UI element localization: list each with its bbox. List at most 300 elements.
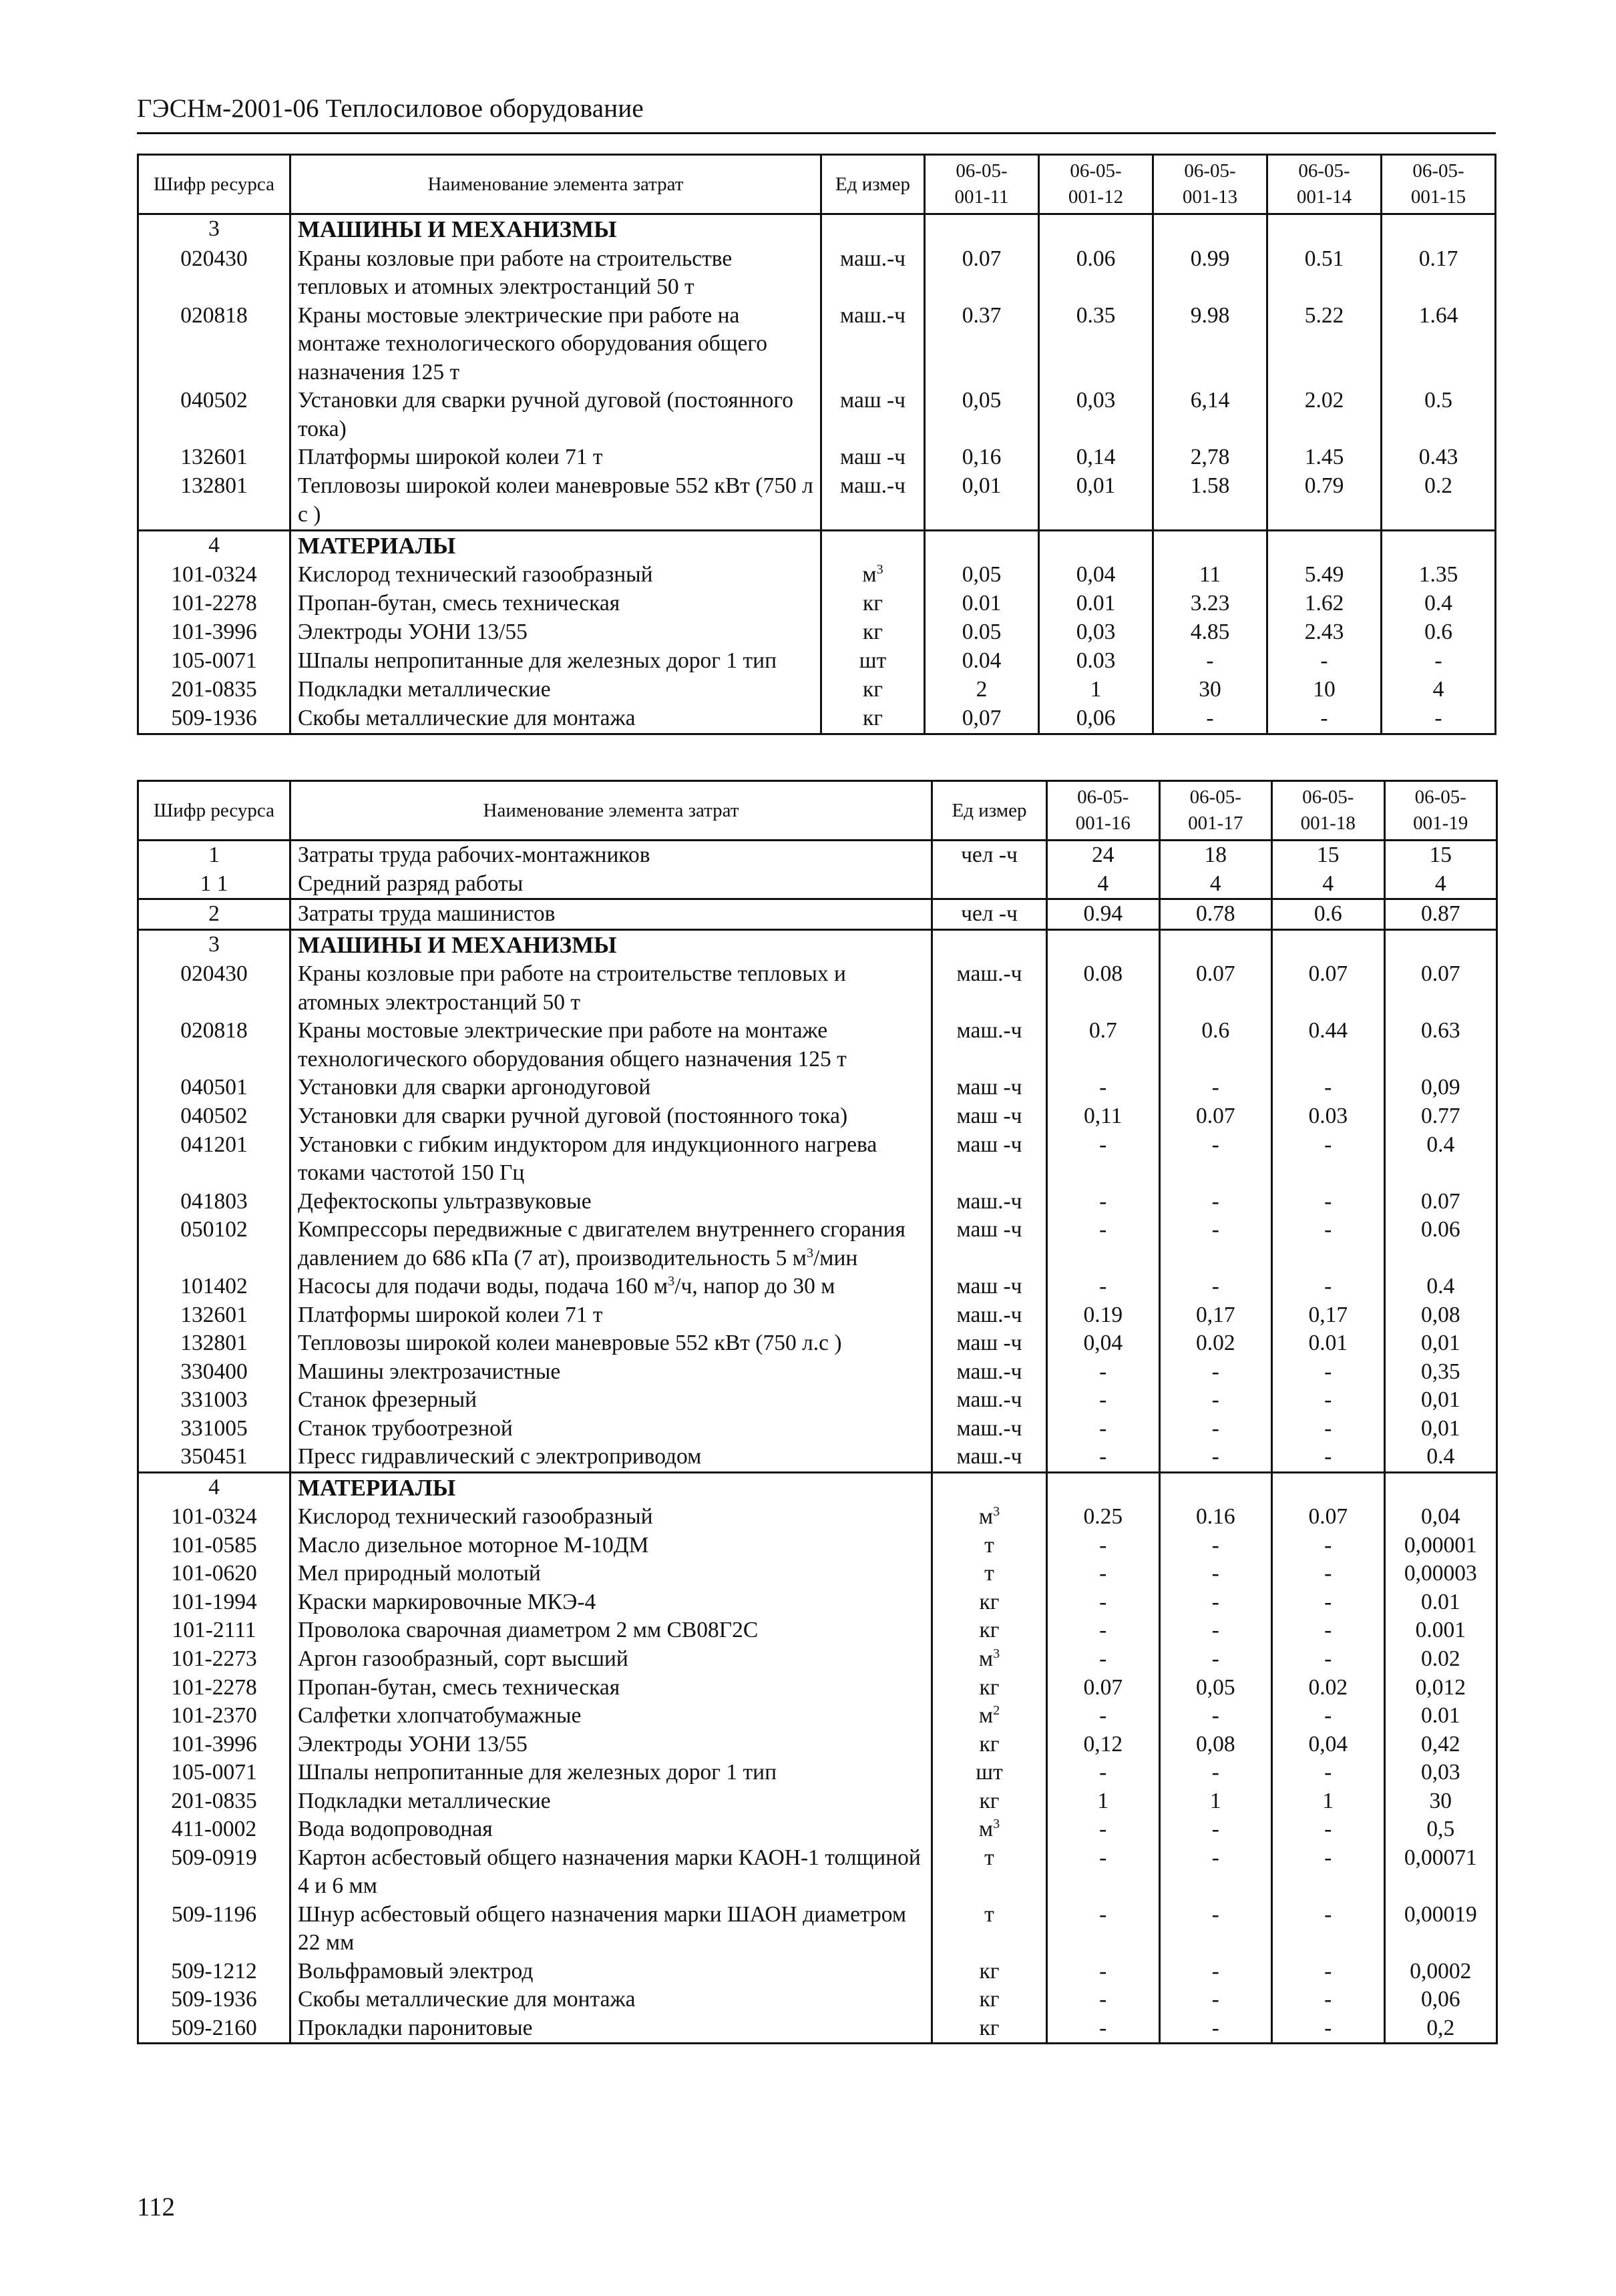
unit-cell: маш.-ч [932, 1358, 1047, 1387]
norm-value-cell: 4 [1047, 870, 1160, 899]
table-row [138, 1532, 1497, 1560]
norm-value-cell [925, 214, 1039, 245]
norm-value-cell [925, 530, 1039, 561]
resource-code-cell: 331003 [138, 1386, 290, 1415]
table-row [138, 443, 1496, 472]
norm-value-cell: 0.4 [1384, 1273, 1497, 1301]
cost-element-name-cell: Платформы широкой колеи 71 т [290, 443, 821, 472]
table-row [138, 2014, 1497, 2044]
table-row [138, 1702, 1497, 1731]
unit-cell: кг [932, 1674, 1047, 1702]
header-norm-col: 06-05- 001-19 [1384, 781, 1497, 841]
unit-cell: кг [932, 1616, 1047, 1645]
header-norm-col: 06-05- 001-12 [1039, 155, 1153, 214]
norm-value-cell: - [1159, 1188, 1272, 1216]
header-unit: Ед измер [932, 781, 1047, 841]
norm-value-cell: - [1272, 1443, 1385, 1472]
resource-code-cell: 132801 [138, 1329, 290, 1358]
resource-code-cell: 040501 [138, 1074, 290, 1102]
norm-value-cell: - [1047, 1986, 1160, 2014]
resource-code-cell: 050102 [138, 1216, 290, 1273]
table-row [138, 302, 1496, 387]
resource-code-cell: 101-3996 [138, 618, 290, 647]
table-row [138, 1560, 1497, 1588]
norm-value-cell: - [1272, 1844, 1385, 1901]
norm-value-cell: 15 [1384, 841, 1497, 870]
header-name: Наименование элемента затрат [290, 155, 821, 214]
norm-value-cell: 24 [1047, 841, 1160, 870]
unit-cell: маш.-ч [932, 960, 1047, 1017]
norm-value-cell: 0,12 [1047, 1731, 1160, 1759]
table-row [138, 1986, 1497, 2014]
norm-value-cell: - [1159, 1645, 1272, 1674]
norm-value-cell: 0,012 [1384, 1674, 1497, 1702]
unit-cell: маш.-ч [932, 1017, 1047, 1074]
norm-value-cell: - [1047, 1702, 1160, 1731]
header-divider [137, 132, 1496, 134]
norm-value-cell: 0,00001 [1384, 1532, 1497, 1560]
norm-value-cell: 18 [1159, 841, 1272, 870]
unit-cell: маш.-ч [821, 472, 925, 530]
table-row [138, 1386, 1497, 1415]
norm-value-cell: - [1047, 1273, 1160, 1301]
norm-value-cell: 0.07 [1047, 1674, 1160, 1702]
cost-element-name-cell: Установки с гибким индуктором для индукционного нагрева токами частотой 150 Гц [290, 1131, 932, 1188]
unit-cell: маш.-ч [821, 245, 925, 302]
norm-value-cell: - [1047, 1588, 1160, 1617]
cost-element-name-cell: Прокладки паронитовые [290, 2014, 932, 2044]
unit-cell: маш.-ч [932, 1415, 1047, 1443]
unit-cell: кг [932, 1588, 1047, 1617]
norm-value-cell: 0,17 [1159, 1301, 1272, 1330]
norm-value-cell: - [1272, 1532, 1385, 1560]
norm-value-cell: - [1272, 1958, 1385, 1986]
norm-value-cell: - [1159, 1901, 1272, 1958]
cost-element-name-cell: Подкладки металлические [290, 1787, 932, 1816]
norm-value-cell: 0,00019 [1384, 1901, 1497, 1958]
table-row [138, 1958, 1497, 1986]
resource-code-cell: 509-1936 [138, 1986, 290, 2014]
norm-value-cell: - [1267, 704, 1382, 734]
norm-value-cell: 0,07 [925, 704, 1039, 734]
unit-cell: чел -ч [932, 841, 1047, 870]
norm-value-cell: 0.87 [1384, 899, 1497, 930]
norm-value-cell: - [1047, 1560, 1160, 1588]
norm-value-cell: 1.45 [1267, 443, 1382, 472]
cost-element-name-cell: МАШИНЫ И МЕХАНИЗМЫ [290, 214, 821, 245]
table-row [138, 1443, 1497, 1472]
norm-value-cell: 0.2 [1382, 472, 1496, 530]
header-norm-col: 06-05- 001-16 [1047, 781, 1160, 841]
norm-value-cell: 0,03 [1384, 1759, 1497, 1787]
unit-cell [821, 214, 925, 245]
norm-value-cell: 0,04 [1047, 1329, 1160, 1358]
unit-cell: маш.-ч [932, 1443, 1047, 1472]
norm-value-cell: - [1159, 1986, 1272, 2014]
cost-element-name-cell: Подкладки металлические [290, 676, 821, 704]
norm-value-cell: 0.16 [1159, 1503, 1272, 1532]
resource-code-cell: 041201 [138, 1131, 290, 1188]
resource-code-cell: 3 [138, 214, 290, 245]
norm-value-cell: - [1272, 1131, 1385, 1188]
unit-cell: шт [821, 647, 925, 676]
cost-element-name-cell: Мел природный молотый [290, 1560, 932, 1588]
cost-element-name-cell: Проволока сварочная диаметром 2 мм СВ08Г2С [290, 1616, 932, 1645]
unit-cell: т [932, 1560, 1047, 1588]
table-row [138, 1901, 1497, 1958]
resource-code-cell: 101-2278 [138, 1674, 290, 1702]
norm-value-cell: 0,0002 [1384, 1958, 1497, 1986]
cost-element-name-cell: Тепловозы широкой колеи маневровые 552 кВт (750 л с ) [290, 472, 821, 530]
unit-cell: т [932, 1532, 1047, 1560]
cost-element-name-cell: Кислород технический газообразный [290, 1503, 932, 1532]
norm-value-cell: - [1159, 1131, 1272, 1188]
resource-code-cell: 040502 [138, 1102, 290, 1131]
norm-value-cell: - [1159, 1216, 1272, 1273]
norm-value-cell: 3.23 [1153, 590, 1267, 618]
resource-code-cell: 509-1196 [138, 1901, 290, 1958]
norm-value-cell: 0,05 [925, 561, 1039, 590]
norm-value-cell: 0.7 [1047, 1017, 1160, 1074]
cost-element-name-cell: Картон асбестовый общего назначения марки КАОН-1 толщиной 4 и 6 мм [290, 1844, 932, 1901]
norm-value-cell: - [1047, 1131, 1160, 1188]
norm-value-cell: 0,2 [1384, 2014, 1497, 2044]
norm-value-cell: 0,01 [1039, 472, 1153, 530]
norm-value-cell: 0.78 [1159, 899, 1272, 930]
norm-value-cell: 0.01 [1384, 1702, 1497, 1731]
resource-code-cell: 041803 [138, 1188, 290, 1216]
table-row [138, 870, 1497, 899]
cost-element-name-cell: Пропан-бутан, смесь техническая [290, 1674, 932, 1702]
cost-element-name-cell: Краски маркировочные МКЭ-4 [290, 1588, 932, 1617]
unit-cell: кг [821, 618, 925, 647]
norm-value-cell: - [1159, 1532, 1272, 1560]
norm-value-cell: 0.37 [925, 302, 1039, 387]
unit-cell [932, 1472, 1047, 1503]
cost-element-name-cell: Аргон газообразный, сорт высший [290, 1645, 932, 1674]
norm-value-cell [1159, 1472, 1272, 1503]
unit-cell: $м^3$ [932, 1645, 1047, 1674]
unit-cell: маш -ч [932, 1102, 1047, 1131]
unit-cell: кг [821, 676, 925, 704]
norm-value-cell: - [1047, 1386, 1160, 1415]
norm-value-cell: 0.51 [1267, 245, 1382, 302]
norm-value-cell: 5.22 [1267, 302, 1382, 387]
norm-value-cell: 0.77 [1384, 1102, 1497, 1131]
norm-value-cell: 0,00003 [1384, 1560, 1497, 1588]
table-row [138, 1074, 1497, 1102]
page-header-title: ГЭСНм-2001-06 Теплосиловое оборудование [137, 94, 644, 123]
norm-value-cell: 0.25 [1047, 1503, 1160, 1532]
norm-value-cell: 0,08 [1384, 1301, 1497, 1330]
norm-value-cell: 0.06 [1039, 245, 1153, 302]
norm-value-cell: 4.85 [1153, 618, 1267, 647]
table-row [138, 1815, 1497, 1844]
table-row [138, 618, 1496, 647]
cost-element-name-cell: Пресс гидравлический с электроприводом [290, 1443, 932, 1472]
norm-value-cell: 0.02 [1384, 1645, 1497, 1674]
norm-value-cell: 2,78 [1153, 443, 1267, 472]
resource-code-cell: 509-0919 [138, 1844, 290, 1901]
norm-value-cell [1153, 214, 1267, 245]
resource-code-cell: 101-2370 [138, 1702, 290, 1731]
norm-value-cell: 0.01 [925, 590, 1039, 618]
table-row [138, 899, 1497, 930]
norm-value-cell: 0.63 [1384, 1017, 1497, 1074]
table-row [138, 245, 1496, 302]
norm-value-cell: 0.4 [1382, 590, 1496, 618]
cost-element-name-cell: Шнур асбестовый общего назначения марки ШАОН диаметром 22 мм [290, 1901, 932, 1958]
table-row [138, 1131, 1497, 1188]
norm-value-cell: 0.07 [925, 245, 1039, 302]
norm-value-cell: 0,00071 [1384, 1844, 1497, 1901]
unit-cell: $м^3$ [821, 561, 925, 590]
resource-code-cell: 132601 [138, 443, 290, 472]
norm-value-cell: - [1047, 1759, 1160, 1787]
cost-element-name-cell: Кислород технический газообразный [290, 561, 821, 590]
norm-value-cell: - [1047, 2014, 1160, 2044]
norm-value-cell: 5.49 [1267, 561, 1382, 590]
unit-cell: маш -ч [821, 387, 925, 443]
cost-element-name-cell: Затраты труда рабочих-монтажников [290, 841, 932, 870]
norm-value-cell: - [1272, 2014, 1385, 2044]
norm-value-cell: 0,42 [1384, 1731, 1497, 1759]
unit-cell: маш.-ч [821, 302, 925, 387]
norm-value-cell [1272, 929, 1385, 960]
norm-value-cell: - [1272, 1616, 1385, 1645]
norm-value-cell: 0,01 [925, 472, 1039, 530]
norm-value-cell: - [1159, 1386, 1272, 1415]
norm-value-cell: - [1382, 647, 1496, 676]
unit-cell: кг [932, 1958, 1047, 1986]
norm-value-cell: - [1047, 1188, 1160, 1216]
norm-value-cell: - [1159, 1702, 1272, 1731]
table-row [138, 676, 1496, 704]
norm-value-cell: 0,04 [1384, 1503, 1497, 1532]
cost-element-name-cell: Установки для сварки ручной дуговой (постоянного тока) [290, 1102, 932, 1131]
cost-element-name-cell: Машины электрозачистные [290, 1358, 932, 1387]
norm-value-cell [1384, 929, 1497, 960]
norm-value-cell: 1 [1039, 676, 1153, 704]
cost-element-name-cell: Краны мостовые электрические при работе на монтаже технологического оборудования общего назначения 125 т [290, 302, 821, 387]
norm-value-cell: 30 [1384, 1787, 1497, 1816]
unit-cell: кг [932, 2014, 1047, 2044]
cost-element-name-cell: Шпалы непропитанные для железных дорог 1 тип [290, 1759, 932, 1787]
norm-value-cell: 0.43 [1382, 443, 1496, 472]
norm-value-cell: - [1272, 1702, 1385, 1731]
norm-value-cell: - [1272, 1386, 1385, 1415]
norm-value-cell [1153, 530, 1267, 561]
norm-value-cell [1159, 929, 1272, 960]
resource-code-cell: 509-2160 [138, 2014, 290, 2044]
norm-value-cell: 0.5 [1382, 387, 1496, 443]
table-row [138, 841, 1497, 870]
resource-code-cell: 101-2111 [138, 1616, 290, 1645]
norm-value-cell: 4 [1272, 870, 1385, 899]
table-row [138, 704, 1496, 734]
norm-value-cell: 0,16 [925, 443, 1039, 472]
resource-code-cell: 350451 [138, 1443, 290, 1472]
norm-value-cell: 0,17 [1272, 1301, 1385, 1330]
norm-value-cell: - [1047, 1645, 1160, 1674]
table-row [138, 1588, 1497, 1617]
section-row [138, 1472, 1497, 1503]
unit-cell: маш.-ч [932, 1188, 1047, 1216]
unit-cell: $м^3$ [932, 1503, 1047, 1532]
table-row [138, 590, 1496, 618]
cost-element-name-cell: Масло дизельное моторное М-10ДМ [290, 1532, 932, 1560]
resource-code-cell: 101-2273 [138, 1645, 290, 1674]
norm-value-cell: 1.35 [1382, 561, 1496, 590]
table-row [138, 1674, 1497, 1702]
norm-value-cell: - [1159, 1844, 1272, 1901]
norm-value-cell [1267, 530, 1382, 561]
table-row [138, 1188, 1497, 1216]
norm-value-cell: - [1272, 1560, 1385, 1588]
resource-code-cell: 1 [138, 841, 290, 870]
resource-code-cell: 2 [138, 899, 290, 930]
resource-table-1 [137, 154, 1496, 735]
norm-value-cell: - [1047, 1815, 1160, 1844]
unit-cell [821, 530, 925, 561]
resource-code-cell: 101-0620 [138, 1560, 290, 1588]
norm-value-cell: 0,03 [1039, 387, 1153, 443]
norm-value-cell: - [1272, 1273, 1385, 1301]
cost-element-name-cell: Шпалы непропитанные для железных дорог 1 тип [290, 647, 821, 676]
cost-element-name-cell: Вольфрамовый электрод [290, 1958, 932, 1986]
norm-value-cell: - [1159, 1588, 1272, 1617]
norm-value-cell: 0.01 [1272, 1329, 1385, 1358]
unit-cell: кг [932, 1787, 1047, 1816]
cost-element-name-cell: МАШИНЫ И МЕХАНИЗМЫ [290, 929, 932, 960]
norm-value-cell: 0,5 [1384, 1815, 1497, 1844]
norm-value-cell: 0.6 [1159, 1017, 1272, 1074]
resource-code-cell: 101-1994 [138, 1588, 290, 1617]
norm-value-cell: - [1047, 1358, 1160, 1387]
norm-value-cell: 6,14 [1153, 387, 1267, 443]
norm-value-cell: 0,03 [1039, 618, 1153, 647]
norm-value-cell: - [1159, 2014, 1272, 2044]
header-unit: Ед измер [821, 155, 925, 214]
table-row [138, 1759, 1497, 1787]
norm-value-cell: - [1047, 1216, 1160, 1273]
norm-value-cell: - [1153, 704, 1267, 734]
norm-value-cell: - [1272, 1815, 1385, 1844]
cost-element-name-cell: Установки для сварки ручной дуговой (постоянного тока) [290, 387, 821, 443]
norm-value-cell: 4 [1384, 870, 1497, 899]
norm-value-cell: 1 [1047, 1787, 1160, 1816]
norm-value-cell [1047, 1472, 1160, 1503]
norm-value-cell: 2.02 [1267, 387, 1382, 443]
resource-code-cell: 132801 [138, 472, 290, 530]
cost-element-name-cell: Тепловозы широкой колеи маневровые 552 кВт (750 л.с ) [290, 1329, 932, 1358]
norm-value-cell: 0.06 [1384, 1216, 1497, 1273]
norm-value-cell: - [1047, 1415, 1160, 1443]
table-row [138, 1844, 1497, 1901]
resource-code-cell: 101-0324 [138, 1503, 290, 1532]
norm-value-cell: - [1272, 1986, 1385, 2014]
resource-code-cell: 101-3996 [138, 1731, 290, 1759]
norm-value-cell: 0.44 [1272, 1017, 1385, 1074]
norm-value-cell: - [1159, 1358, 1272, 1387]
table-row [138, 647, 1496, 676]
norm-value-cell: 0,08 [1159, 1731, 1272, 1759]
norm-value-cell: 1.62 [1267, 590, 1382, 618]
page-number: 112 [137, 2193, 176, 2221]
norm-value-cell: 0,01 [1384, 1386, 1497, 1415]
cost-element-name-cell: Установки для сварки аргонодуговой [290, 1074, 932, 1102]
unit-cell: т [932, 1844, 1047, 1901]
norm-value-cell [1039, 214, 1153, 245]
norm-value-cell: 1.64 [1382, 302, 1496, 387]
norm-value-cell: 0,09 [1384, 1074, 1497, 1102]
header-name: Наименование элемента затрат [290, 781, 932, 841]
norm-value-cell: - [1382, 704, 1496, 734]
table-row [138, 1645, 1497, 1674]
resource-code-cell: 3 [138, 929, 290, 960]
norm-value-cell: 0.02 [1159, 1329, 1272, 1358]
cost-element-name-cell: Краны козловые при работе на строительстве тепловых и атомных электростанций 50 т [290, 245, 821, 302]
norm-value-cell: - [1159, 1273, 1272, 1301]
norm-value-cell: - [1159, 1560, 1272, 1588]
resource-code-cell: 201-0835 [138, 676, 290, 704]
norm-value-cell [1039, 530, 1153, 561]
table-row [138, 1415, 1497, 1443]
norm-value-cell: - [1047, 1532, 1160, 1560]
norm-value-cell: 0.07 [1159, 960, 1272, 1017]
norm-value-cell: - [1047, 1616, 1160, 1645]
unit-cell: маш.-ч [932, 1301, 1047, 1330]
norm-value-cell [1047, 929, 1160, 960]
norm-value-cell [1382, 214, 1496, 245]
header-norm-col: 06-05- 001-13 [1153, 155, 1267, 214]
cost-element-name-cell: Электроды УОНИ 13/55 [290, 618, 821, 647]
norm-value-cell: - [1267, 647, 1382, 676]
unit-cell: кг [821, 590, 925, 618]
norm-value-cell: - [1159, 1815, 1272, 1844]
norm-value-cell: 1.58 [1153, 472, 1267, 530]
resource-code-cell: 201-0835 [138, 1787, 290, 1816]
section-row [138, 214, 1496, 245]
norm-value-cell: 0.6 [1382, 618, 1496, 647]
norm-value-cell: 15 [1272, 841, 1385, 870]
resource-code-cell: 4 [138, 530, 290, 561]
section-row [138, 530, 1496, 561]
cost-element-name-cell: Насосы для подачи воды, подача 160 $м^3/ч$, напор до 30 м [290, 1273, 932, 1301]
norm-value-cell: 0,04 [1039, 561, 1153, 590]
resource-code-cell: 040502 [138, 387, 290, 443]
norm-value-cell: 0.07 [1272, 1503, 1385, 1532]
resource-code-cell: 020818 [138, 302, 290, 387]
norm-value-cell: 0,01 [1384, 1415, 1497, 1443]
header-norm-col: 06-05- 001-14 [1267, 155, 1382, 214]
resource-code-cell: 331005 [138, 1415, 290, 1443]
unit-cell: маш -ч [932, 1074, 1047, 1102]
resource-code-cell: 411-0002 [138, 1815, 290, 1844]
cost-element-name-cell: Станок трубоотрезной [290, 1415, 932, 1443]
norm-value-cell: - [1159, 1616, 1272, 1645]
cost-element-name-cell: Средний разряд работы [290, 870, 932, 899]
table-row [138, 387, 1496, 443]
resource-table-2 [137, 780, 1498, 2044]
header-code: Шифр ресурса [138, 781, 290, 841]
norm-value-cell: 0.04 [925, 647, 1039, 676]
norm-value-cell: - [1272, 1901, 1385, 1958]
norm-value-cell: - [1272, 1588, 1385, 1617]
norm-value-cell: 0.03 [1272, 1102, 1385, 1131]
unit-cell: кг [932, 1986, 1047, 2014]
norm-value-cell: 0.01 [1039, 590, 1153, 618]
